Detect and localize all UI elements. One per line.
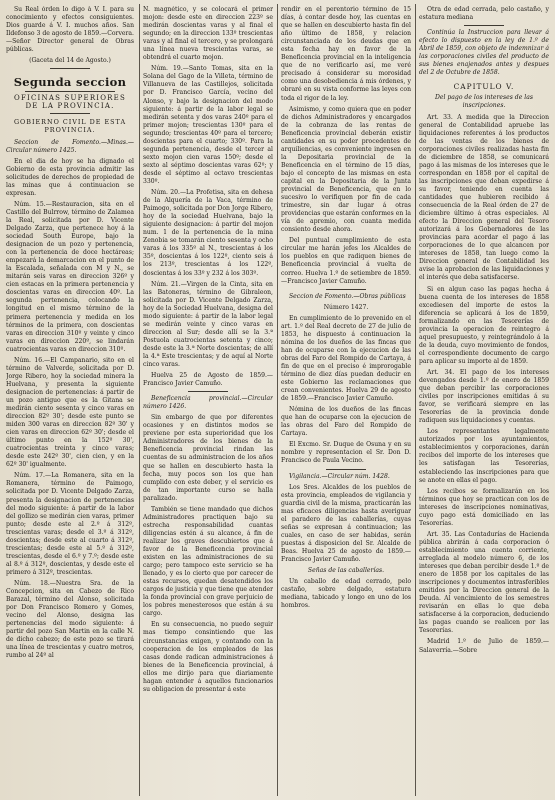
paragraph: Nómina de los dueños de las fincas que han de ocuparse con la ejecucion de las obras del Faro del Rompido de Cartaya.: [281, 406, 411, 438]
numero-label: Número 1427.: [323, 303, 369, 311]
paragraph: Núm. 16.—El Campanario, sito en el término de Valverde, solicitada por D. Jorge Ribero, hoy la sociedad minera la Huelvana, y presenta la siguiente designacion de pertenencias: á partir de un pozo antiguo que es la Gitana se medirán ciento sesenta y cinco varas en direccion 82º 30'; desde este punto se miden 300 varas en direccion 82º 30' y cien varas en direccion 62º 30'; desde el último punto en la 152º 30', cuatrocientas treinta y cinco varas; desde este 242º 30', cien cien, y en la 62º 30' igualmente.: [6, 356, 134, 469]
divider: [326, 289, 366, 290]
divider: [50, 113, 90, 114]
column-1: [6, 6, 134, 794]
divider: [464, 25, 504, 26]
paragraph: Núm. 20.—La Profetisa, sita en dehesa de la Alquería de la Vaca, término de Paimogo, solicitada por Don Jorge Ribero, hoy de la sociedad Huelvana, bajo la siguiente designacion: á partir del mojon num. 1 de la pertenencia de la mina Zenobia se tomarán ciento sesenta y ocho varas á los 335º al N., trescientas á los 35º, doscientas á los 122º, ciento seis á los 213º, trescientas á los 122º, doscientas á los 33º y 232 á los 303º.: [143, 189, 273, 277]
gaceta-reference: (Gaceta del 14 de Agosto.): [29, 57, 111, 65]
paragraph: Art. 35. Las Contadurías de Hacienda pública abrirán á cada corporacion ó establecimiento una cuenta corriente, arreglada al modelo número 6, de los intereses que deban percibir desde 1.º de enero de 1858 por los capitales de las inscripciones y documentos intrasferibles emitidos por la Direccion general de la Deuda. Al vencimiento de los semestres revisarán en ellas lo que deba satisfacerse á la corporacion, deduciendo las pagas cuando se realicen por las Tesorerías.: [419, 530, 549, 635]
column-rule: [139, 4, 140, 796]
paragraph: En el dia de hoy se ha dignado el Gobierno de esta provincia admitir las solicitudes de derechos de propiedad de las minas que á continuacion se expresan.: [6, 157, 134, 197]
gobierno-title: GOBIERNO CIVIL DE ESTA PROVINCIA.: [13, 118, 127, 135]
pago-title: Del pago de los intereses de las inscripciones.: [435, 94, 533, 110]
paragraph: Los Sres. Alcaldes de los pueblos de esta provincia, empleados de vigilancia y guardia civil de la misma, practicarán las mas eficaces diligencias hasta averiguar el paradero de las caballerías, cuyas señas se expresan á continuacion; las cuales, en caso de ser habidas, serán puestas á disposicion del Sr. Alcalde de Beas. Huelva 25 de agosto de 1859.—Francisco Javier Camuño.: [281, 483, 411, 563]
intro-paragraph: Su Real órden lo digo à V. I. para su conocimiento y efectos consiguientes. Dios guarde á V. I. muchos años. San Ildefonso 3 de agosto de 1859.—Corvera.—Señor Director general de Obras públicas.: [6, 6, 134, 54]
section-title: Segunda seccion: [13, 75, 127, 90]
paragraph: Del puntual cumplimiento de esta circular me harán jefes los Alcaldes de los pueblos en que radiquen bienes de Beneficencia provincial á vuelta de correo. Huelva 1.º de setiembre de 1859.—Francisco Javier Camuño.: [281, 237, 411, 285]
beneficencia-header: Beneficencia provincial.—Circular número 1426.: [143, 395, 273, 411]
senas-title: Señas de las caballerías.: [307, 567, 385, 575]
vigilancia-header: Vigilancia.—Circular núm. 1428.: [289, 472, 390, 480]
offices-title: OFICINAS SUPERIORES DE LA PROVINCIA.: [14, 94, 126, 111]
column-4: [419, 6, 549, 794]
obras-header: Seccion de Fomento.—Obras públicas: [289, 292, 406, 300]
paragraph: El Excmo. Sr. Duque de Osuna y en su nombre y representacion el Sr. Don D. Francisco de Paula Vecino.: [281, 441, 411, 465]
paragraph: Los representantes legalmente autorizados por los ayuntamientos, establecimientos y corporaciones, darán recibos del importe de los intereses que les satisfagan las Tesorerías, estableciendo las inscripciones para que se anote en ellas el pago.: [419, 428, 549, 484]
paragraph: Art. 33. A medida que la Direccion general de Contabilidad apruebe las liquidaciones referentes á los productos de las ventas de los bienes de corporaciones civiles realizadas hasta fin de diciembre de 1858, se comunicará pago á las mismas de los intereses que le correspondan en 1858 por el capital de las inscripciones que deban expedirse á su favor, teniendo en cuenta las cantidades que hubieren recibido á consecuencia de la Real órden de 27 de diciembre último á otras especiales. Al efecto la Direccion general del Tesoro autorizará á los Gobernadores de las provincias para acordar el pago á las corporaciones de lo que alcancen por intereses de 1858, tan luego como la Direccion general de Contabilidad les avise la aprobacion de las liquidaciones y el interés que deba satisfacerse.: [419, 113, 549, 282]
paragraph: Art. 34. El pago de los intereses devengados desde 1.º de enero de 1859 que deban percibir las corporaciones civiles por inscripciones emitidas á su favor, se verificará siempre en las Tesorerías de la provincia donde radiquen sus liquidaciones y cuentas.: [419, 368, 549, 425]
divider: [50, 68, 90, 69]
divider: [25, 91, 115, 92]
paragraph: rendir en el perentorio término de 15 días, á contar desde hoy, las cuentas en que se hallen en descubierto hasta fin del año último de 1858, y relacion circunstanciada de los deudas que en esta fecha hay en favor de la Beneficencia provincial en la inteligencia que de no verificarlo así, me veré precisado á considerar su morosidad como una desobediencia á mis órdenes, y obraré en su vista conforme las leyes con toda el rigor de la ley.: [281, 6, 411, 102]
paragraph: En su consecuencia, no puedo seguir mas tiempo consintiendo que las circunstancias exigen, y contando con la cooperacion de los empleados de las casas donde radican administraciones á bienes de la Beneficencia provincial, á ellos me dirijo para que diariamente hagan entender á aquellos funcionarios su obligacion de presentar á este: [143, 621, 273, 693]
divider: [326, 469, 366, 470]
paragraph: También se tiene mandado que dichos Administradores practiquen bajo su estrecha responsabilidad cuantas diligencias estén á su alcance, á fin de realizar los graves descubiertos que á favor de la Beneficencia provincial existen en las administraciones de su cargo; pero tampoco este servicio se ha llenado, y es lo cierto que por carecer de estas recursos, quedan desatendidos los cargos de justicia y que tiene que atender la fonda provincial con grave perjuicio de los pobres menesterosos que están á su cargo.: [143, 505, 273, 618]
paragraph: Un caballo de edad cerrado, pelo castaño, sobre delgado, estatura mediana, tabicado y longo en uno de los hombros.: [281, 578, 411, 610]
paragraph: Núm. 21.—Virgen de la Cinta, sita en las Batoneras, término de Gibraleon, solicitada por D. Vicente Delgado Zarza, hoy de la Sociedad Huelvana, designa del modo siguiente: á partir de la labor legal se medirán veinte y cinco varas en direccion al Sur; desde allí se la 3.ª Postuola cuatrocientas setenta y cinco; desde este la 3.ª Norte doscientas; de allí la 4.ª Este trescientas; y de aquí al Norte cinco varas.: [143, 280, 273, 369]
paragraph: Núm. 19.—Santo Tomas, sita en la Solana del Gago de la Villeta, término de Villanueva de las Castillejos, solicitada por D. Francisco García, vecino del Alonso, y bajo la designacion del modo siguiente: á partir de la labor legal se medirán setenta y dos varas 240º para el primer mojon; trescientas 130º para el segundo; trescientas 40º para el tercero; doscientas para el cuarto; 330º. Para la segunda pertenencia, desde el tercer al sexto mojon cien varas 150º; desde el sexto al séptimo doscientas varas 62º; y desde el séptimo al octavo trescientas 330º.: [143, 65, 273, 185]
paragraph: En cumplimiento de lo prevenido en el art. 1.º del Real decreto de 27 de julio de 1853, he dispuesto á continuacion la nómina de los dueños de las fincas que han de ocuparse con la ejecucion de las obras del Faro del Rompido de Cartaya, á fin de que en el preciso é improrogable término de diez días puedan deducir en este Gobierno las reclamaciones que crean convenientes. Huelva 29 de agosto de 1859.—Francisco Javier Camuño.: [281, 314, 411, 403]
circular-header: Seccion de Fomento.—Minas.—Circular número 1425.: [6, 138, 134, 154]
column-3: [281, 6, 411, 794]
signature: Huelva 25 de Agosto de 1859.—Francisco Javier Camuño.: [143, 372, 273, 388]
signature: Madrid 1.º de Julio de 1859.—Salaverría.—Sobre: [419, 638, 549, 654]
paragraph: Si en algun caso las pagas hecha á buena cuenta de los intereses de 1858 excediesen del importe de estos la diferencia se aplicará á los de 1859, formalizando en las Tesorerías de provincia la operacion de reintegro á aquel presupuesto, y reintegrándolo á la de la deuda, cuyo movimiento de fondos, el correspondiente documento de cargo para aplicar su importe al de 1859.: [419, 285, 549, 365]
divider: [188, 391, 228, 392]
paragraph: Asimismo, y como quiera que en poder de dichos Administradores y encargados de la cobranza de las rentas de Beneficencia provincial deberán existir cantidades en su poder procedentes de arquiliencias, es conveniente ingresen en la Depositaria provincial de la Beneficencia en el término de 15 días, bajo el concepto de las mismas en esta capital en la Depositaria de la Junta provincial de Beneficencia, que en lo sucesivo lo verifiquen por fin de cada trimestre, sin dar lugar á otras providencias que estarán conformes en la vía de apremio, con cuanta medida consiento desde ahora.: [281, 105, 411, 234]
column-rule: [415, 4, 416, 796]
paragraph: Núm. 17.—La Romanera, sita en la Romanera, término de Paimogo, solicitada por D. Vicente Delgado Zarza, presenta la designacion de pertenencias del modo siguiente: á partir de la labor del gollizo se medirán cien varas, primer punto; desde este al 2.º á 312º, trescientas varas; desde el 3.º á 312º, doscientas; desde este al cuarto á 312º, trescientas; desde este al 5.º á 312º, trescientas, desde el 6.º y 7.º; desde este al 8.º á 312º, doscientas, y desde este el primero á 312º, trescientas.: [6, 472, 134, 576]
paragraph: Otra de edad cerrada, pelo castaño, y estatura mediana: [419, 6, 549, 22]
paragraph: Núm. 15.—Restauracion, sita en el Castillo del Bulrrow, término de Zalamea la Real, solicitada por D. Vicente Delgado Zarza, que pertenece hoy á la sociedad South Europe, bajo la designacion de un pozo y pertenencia, con la pertenencia de doce hectáreas; empezará la demarcacion en el punto de la Escalada, señalada con M y N., se mitarán seis varas en direccion 326º y cien estacas en la primera pertenencia y doscientas varas en direccion 40º. La segunda pertenencia, colocando la longitud en el mismo término de la primera pertenencia y medida en los términos de la primera, con doscientas varas en direccion 310º y veinte y cinco varas en direccion 220º, se lindarán cuatrocientas varas en direccion 310º.: [6, 200, 134, 353]
capitulo-title: CAPITULO V.: [453, 82, 515, 92]
column-2: [143, 6, 273, 794]
column-rule: [277, 4, 278, 796]
paragraph: N. magnético, y se colocará el primer mojon: desde este en direccion 223º se medirán doscientas varas y al final el segundo; en la direccion 133º trescientas varas y al final el tercero, y se prolongará una línea nueva trescientas varas, se obtendrá el cuarto mojon.: [143, 6, 273, 62]
paragraph: Los recibos se formalizarán en los términos que hoy se practican con los de intereses de inscripciones nominativas, cuyo pago está domiciliado en las Tesorerías.: [419, 487, 549, 527]
paragraph: Núm. 18.—Nuestra Sra. de la Concepcion, sita en Cabezo de Rico Barazal, término del Alonso, solicitada por Don Francisco Romero y Gomes, vecino del Alonso, designa las pertenencias del modo siguiente: á partir del pozo San Martin en la calle N. de dicho cabezo; de este pozo se tirará una línea de trescientas y cuatro metros, rumbo al 24º al: [6, 580, 134, 660]
paragraph: Sin embargo de que por diferentes ocasiones y en distintos modos se previene por esta superioridad que los Administradores de los bienes de la Beneficencia provincial rindan las cuentas de su administracion de los años que se hallen en descubierto hasta la fecha, muy pocos son los que han cumplido con este deber, y el servicio es de tan importante curso se halla paralizado.: [143, 414, 273, 502]
continuacion-header: Continúa la Instruccion para llevar á efecto lo dispuesto en la ley de 1.º de Abril de 1859, con objeto de indemnizar á las corporaciones civiles del producto de sus bienes enajenados antes y despues del 2 de Octubre de 1858.: [419, 29, 549, 77]
